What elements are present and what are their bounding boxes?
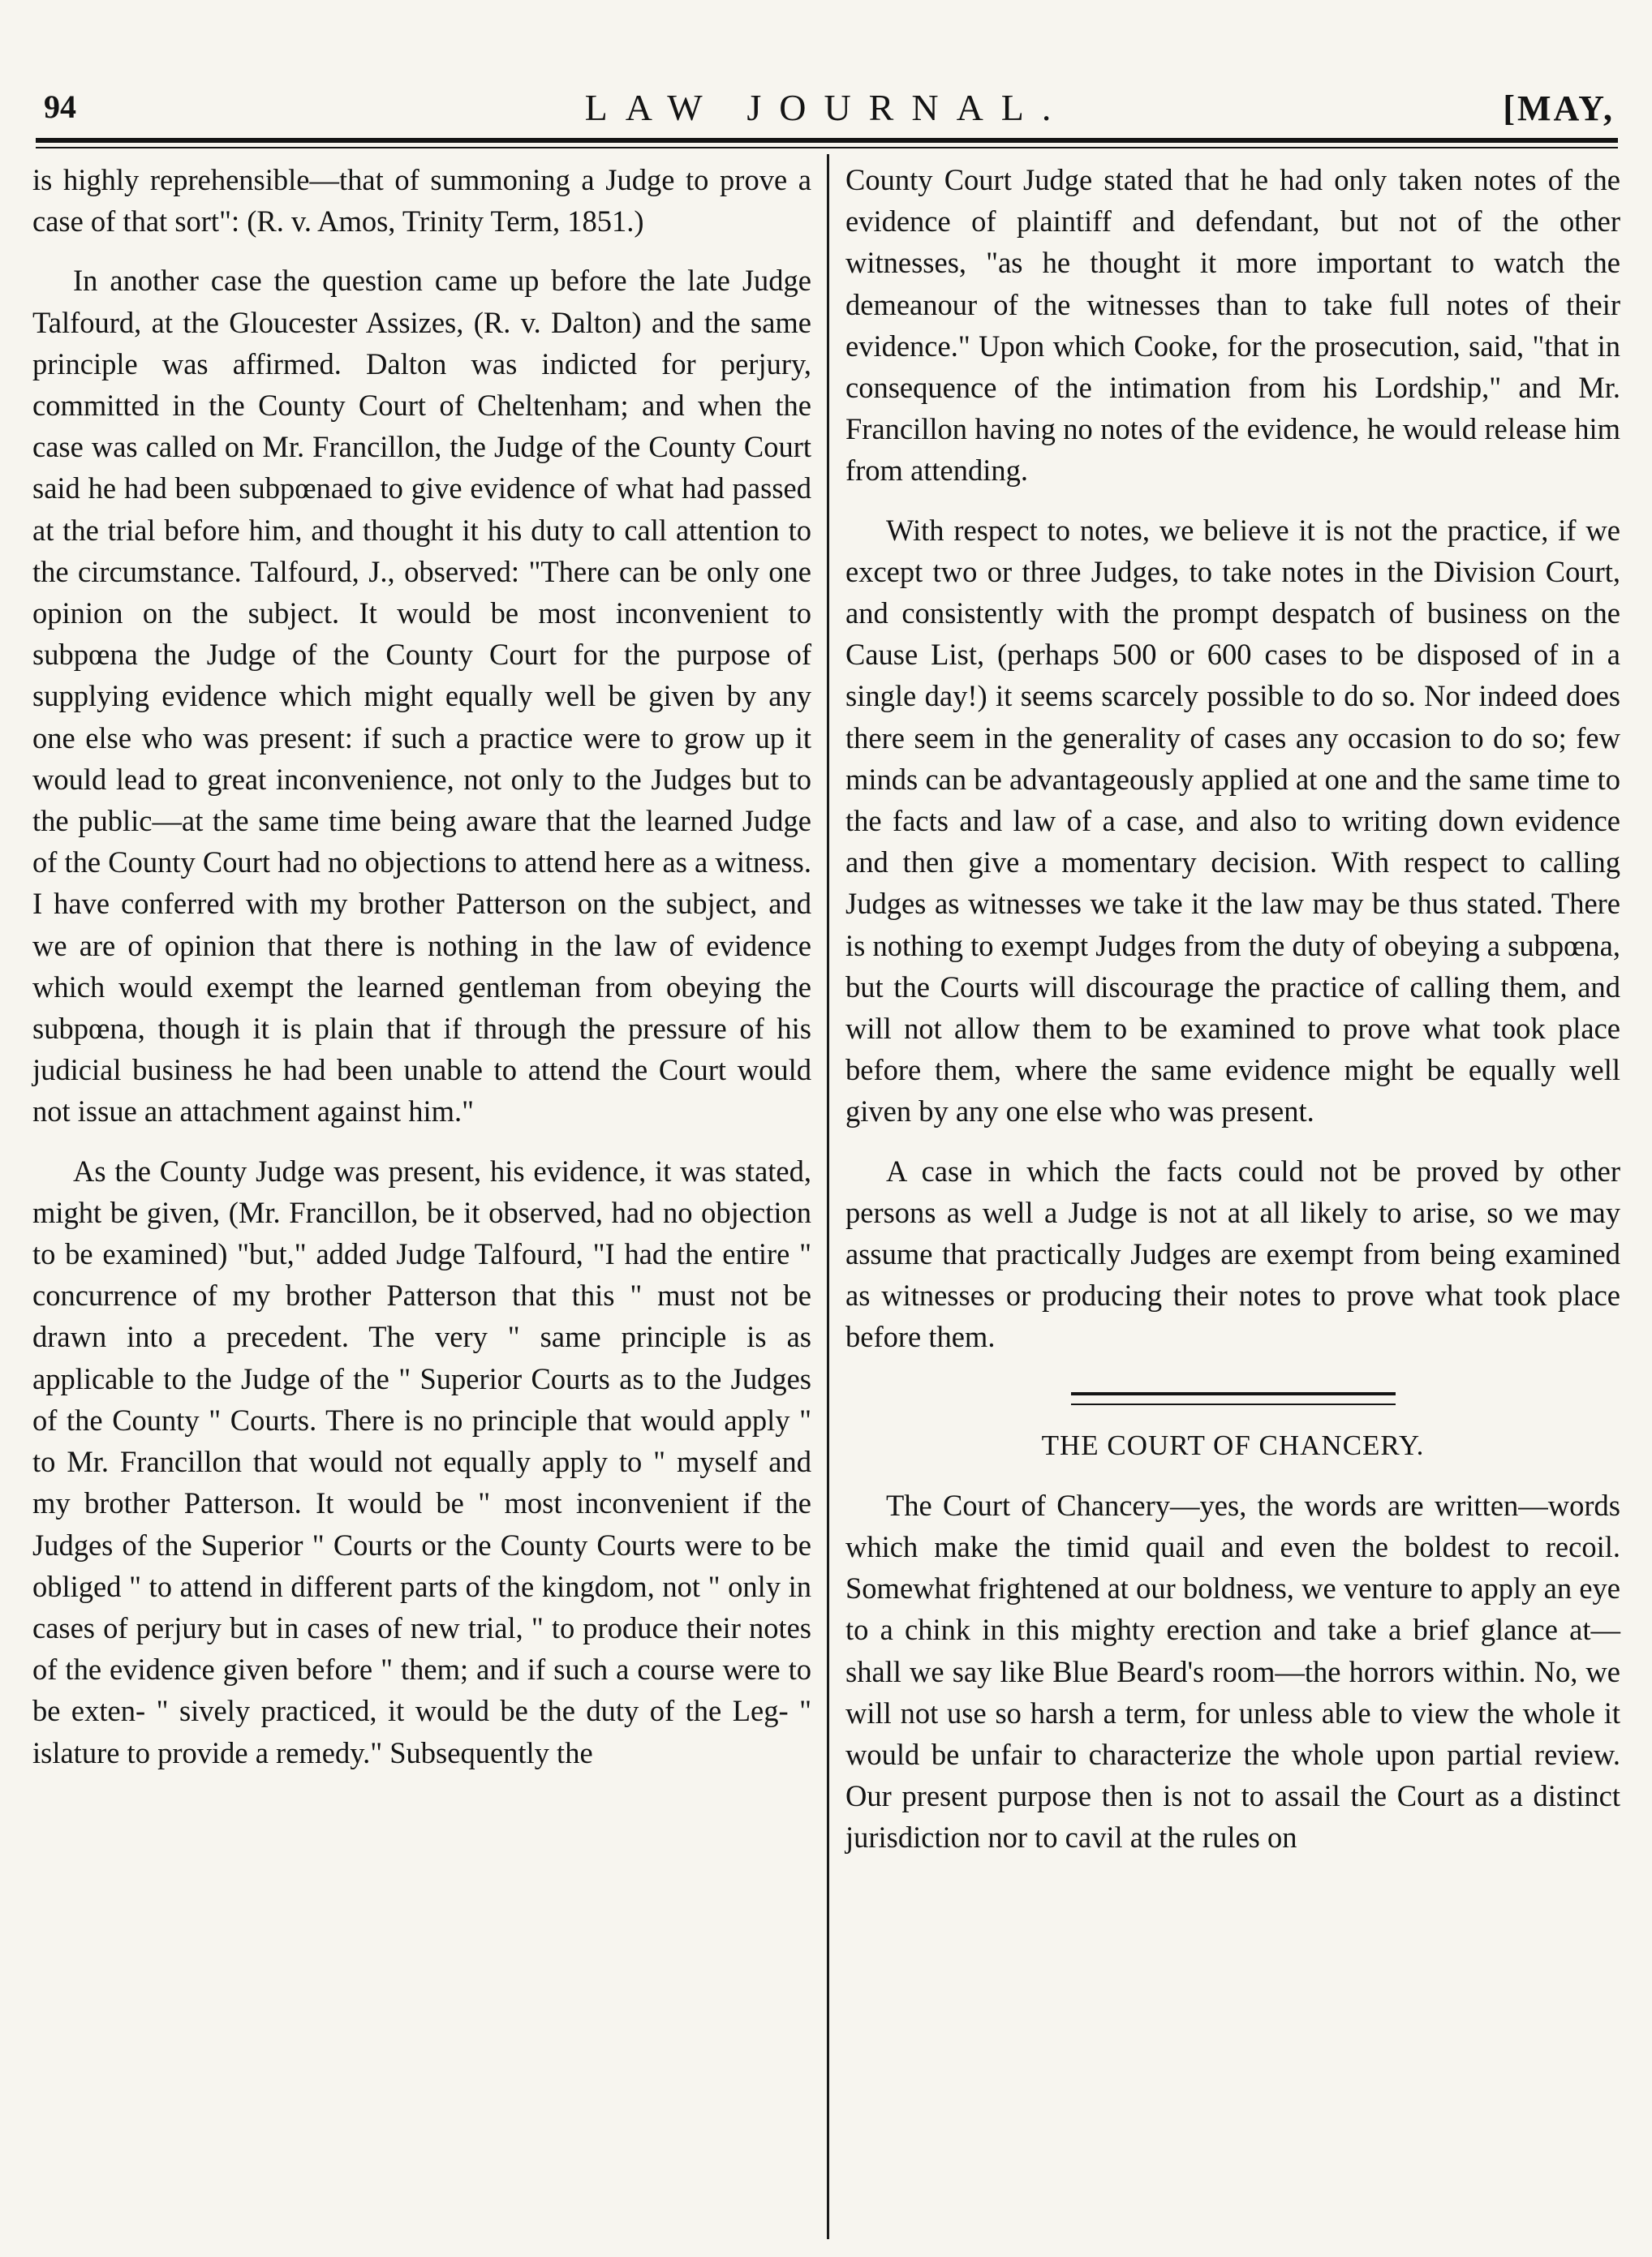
header-rule-thick: [36, 138, 1618, 143]
right-paragraph-4: The Court of Chancery—yes, the words are written—words which make the timid quail and even the boldest to recoil. Somewhat frightened at our boldness, we venture to apply an eye to a chink in this mighty erection and take a brief glance at—shall we say like Blue Beard's room—the horrors within. No, we will not use so harsh a term, for unless able to view the whole it would be unfair to characterize the whole upon partial review. Our present purpose then is not to assail the Court as a distinct jurisdiction nor to cavil at the rules on: [845, 1488, 1620, 1855]
page-number: 94: [44, 88, 76, 125]
page-header: [36, 71, 1618, 128]
header-rule-thin: [36, 147, 1618, 148]
left-paragraph-1: is highly reprehensible—that of summoning a Judge to prove a case of that sort": (R. v. Amos, Trinity Term, 1851.): [32, 163, 811, 239]
right-column: [845, 159, 1620, 1859]
issue-month: [MAY,: [1503, 88, 1615, 128]
column-divider: [827, 154, 829, 2239]
journal-title: LAW JOURNAL.: [584, 87, 1069, 128]
left-paragraph-3: As the County Judge was present, his evidence, it was stated, might be given, (Mr. Francillon, be it observed, had no objection to be examined) "but," added Judge Talfourd, "I had the entire " concurrence of my brother Patterson that this " must not be drawn into a precedent. The very " same principle is as applicable to the Judge of the " Superior Courts as to the Judges of the County " Courts. There is no principle that would apply " to Mr. Francillon that would not equally apply to " myself and my brother Patterson. It would be " most inconvenient if the Judges of the Superior " Courts or the County Courts were to be obliged " to attend in different parts of the kingdom, not " only in cases of perjury but in cases of new trial, " to produce their notes of the evidence given before " them; and if such a course were to be exten- " sively practiced, it would be the duty of the Leg- " islature to provide a remedy." Subsequently the: [32, 1154, 811, 1769]
section-heading: THE COURT OF CHANCERY.: [1041, 1429, 1425, 1461]
section-separator: [1071, 1392, 1396, 1405]
right-paragraph-1: County Court Judge stated that he had only taken notes of the evidence of plaintiff and defendant, but not of the other witnesses, "as he thought it more important to watch the demeanour of the witnesses than to take full notes of their evidence." Upon which Cooke, for the prosecution, said, "that in consequence of the intimation from his Lordship," and Mr. Francillon having no notes of the evidence, he would release him from attending.: [845, 163, 1620, 488]
left-paragraph-2: In another case the question came up before the late Judge Talfourd, at the Gloucester Assizes, (R. v. Dalton) and the same principle was affirmed. Dalton was indicted for perjury, committed in the County Court of Cheltenham; and when the case was called on Mr. Francillon, the Judge of the County Court said he had been subpœnaed to give evidence of what had passed at the trial before him, and thought it his duty to call attention to the circumstance. Talfourd, J., observed: "There can be only one opinion on the subject. It would be most inconvenient to subpœna the Judge of the County Court for the purpose of supplying evidence which might equally well be given by any one else who was present: if such a practice were to grow up it would lead to great inconvenience, not only to the Judges but to the public—at the same time being aware that the learned Judge of the County Court had no objections to attend here as a witness. I have conferred with my brother Patterson on the subject, and we are of opinion that there is nothing in the law of evidence which would exempt the learned gentleman from obeying the subpœna, though it is plain that if through the pressure of his judicial business he had been unable to attend the Court would not issue an attachment against him.": [32, 264, 811, 1128]
left-column: [32, 159, 811, 1773]
right-paragraph-3: A case in which the facts could not be proved by other persons as well a Judge is not at all likely to arise, so we may assume that practically Judges are exempt from being examined as witnesses or producing their notes to prove what took place before them.: [845, 1154, 1620, 1354]
right-paragraph-2: With respect to notes, we believe it is not the practice, if we except two or three Judges, to take notes in the Division Court, and consistently with the prompt despatch of business on the Cause List, (perhaps 500 or 600 cases to be disposed of in a single day!) it seems scarcely possible to do so. Nor indeed does there seem in the generality of cases any occasion to do so; few minds can be advantageously applied at one and the same time to the facts and law of a case, and also to writing down evidence and then give a momentary decision. With respect to calling Judges as witnesses we take it the law may be thus stated. There is nothing to exempt Judges from the duty of obeying a subpœna, but the Courts will discourage the practice of calling them, and will not allow them to be examined to prove what took place before them, where the same evidence might be equally well given by any one else who was present.: [845, 513, 1620, 1128]
